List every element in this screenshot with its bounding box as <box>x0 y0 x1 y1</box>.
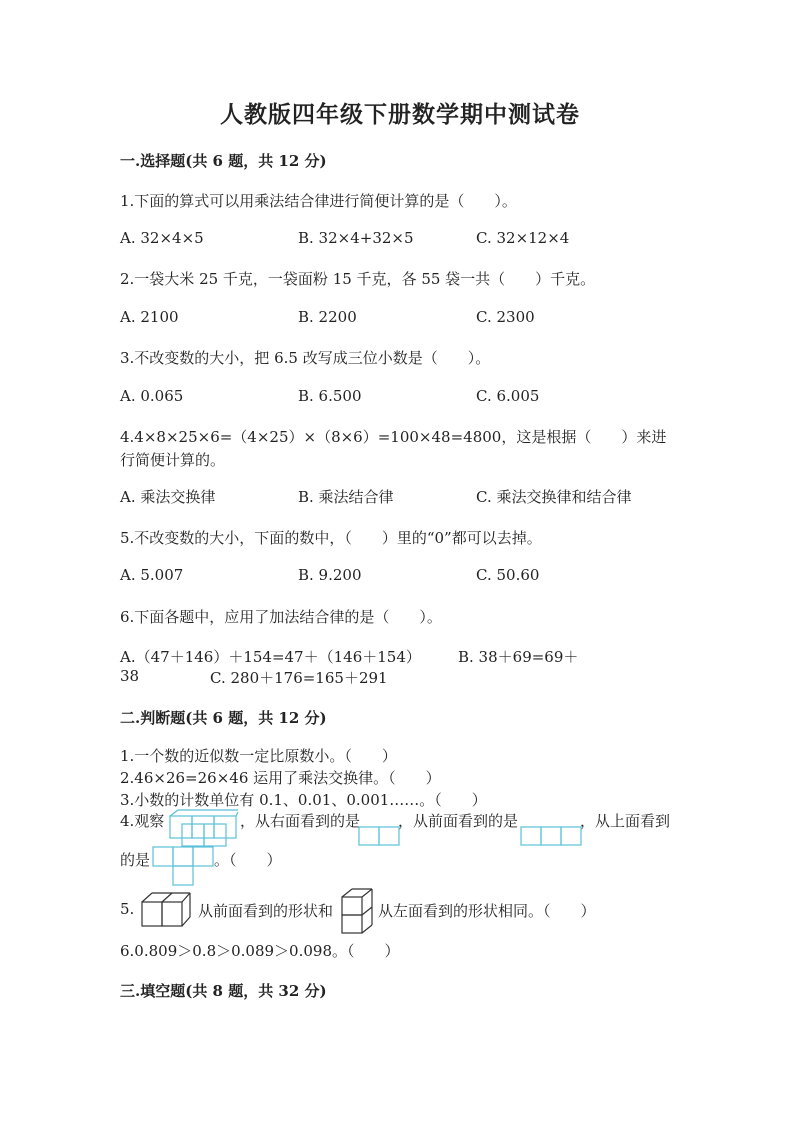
option-b: B. 6.500 <box>298 387 362 405</box>
judge-question: 2.46×26=26×46 运用了乘法交换律。（ ） <box>120 769 441 787</box>
option-c: C. 6.005 <box>476 387 540 405</box>
option-b: B. 9.200 <box>298 566 362 584</box>
option-c: C. 32×12×4 <box>476 229 570 247</box>
section-heading-judge: 二.判断题(共 6 题，共 12 分) <box>120 709 327 727</box>
section-heading-choice: 一.选择题(共 6 题，共 12 分) <box>120 152 327 170</box>
option-b: B. 2200 <box>298 308 357 326</box>
option-a: A. 32×4×5 <box>120 229 204 247</box>
front-view-figure <box>520 826 582 846</box>
option-a: A. 乘法交换律 <box>120 488 216 506</box>
option-a: A. 0.065 <box>120 387 184 405</box>
judge-q4-text: 的是 <box>120 851 151 869</box>
judge-q4-text: 。（ ） <box>214 851 282 869</box>
option-c: C. 50.60 <box>476 566 540 584</box>
stacked-cube-figure <box>340 887 378 935</box>
option-c: C. 2300 <box>476 308 535 326</box>
section-heading-fill: 三.填空题(共 8 题，共 32 分) <box>120 982 327 1000</box>
question-stem: 6.下面各题中，应用了加法结合律的是（ ）。 <box>120 608 442 626</box>
page-title: 人教版四年级下册数学期中测试卷 <box>220 101 580 128</box>
option-a: A.（47＋146）＋154=47＋（146＋154） <box>120 648 421 666</box>
option-a: A. 2100 <box>120 308 179 326</box>
option-c: C. 280＋176=165＋291 <box>210 669 388 687</box>
question-stem: 5.不改变数的大小，下面的数中，（ ）里的“0”都可以去掉。 <box>120 529 542 547</box>
two-cube-figure <box>140 890 192 930</box>
judge-question: 1.一个数的近似数一定比原数小。（ ） <box>120 747 397 765</box>
question-stem: 3.不改变数的大小，把 6.5 改写成三位小数是（ ）。 <box>120 349 491 367</box>
cube-stack-figure <box>168 808 240 848</box>
judge-q5-text: 从左面看到的形状相同。（ ） <box>378 902 596 920</box>
judge-question: 3.小数的计数单位有 0.1、0.01、0.001……。（ ） <box>120 791 487 809</box>
option-b: B. 32×4+32×5 <box>298 229 414 247</box>
right-view-figure <box>358 826 400 846</box>
option-b: B. 38＋69=69＋ <box>458 648 579 666</box>
question-stem-line1: 4.4×8×25×6=（4×25）×（8×6）=100×48=4800，这是根据（ ）来进 <box>120 428 667 446</box>
option-b: B. 乘法结合律 <box>298 488 394 506</box>
question-stem: 1.下面的算式可以用乘法结合律进行简便计算的是（ ）。 <box>120 192 517 210</box>
question-stem-line2: 行简便计算的。 <box>120 451 226 469</box>
option-a: A. 5.007 <box>120 566 184 584</box>
judge-q4-text: ，从前面看到的是 <box>398 812 519 830</box>
judge-q4-text: ，从右面看到的是 <box>240 812 361 830</box>
judge-question: 6.0.809＞0.8＞0.089＞0.098。（ ） <box>120 942 400 960</box>
top-view-figure <box>152 846 214 886</box>
question-stem: 2.一袋大米 25 千克，一袋面粉 15 千克，各 55 袋一共（ ）千克。 <box>120 270 596 288</box>
judge-q4-text: ，从上面看到 <box>580 812 671 830</box>
judge-q4-text: 4.观察 <box>120 812 165 830</box>
judge-q5-text: 5. <box>120 900 135 918</box>
judge-q5-text: 从前面看到的形状和 <box>198 902 334 920</box>
option-c: C. 乘法交换律和结合律 <box>476 488 632 506</box>
option-b-continued: 38 <box>120 667 140 685</box>
